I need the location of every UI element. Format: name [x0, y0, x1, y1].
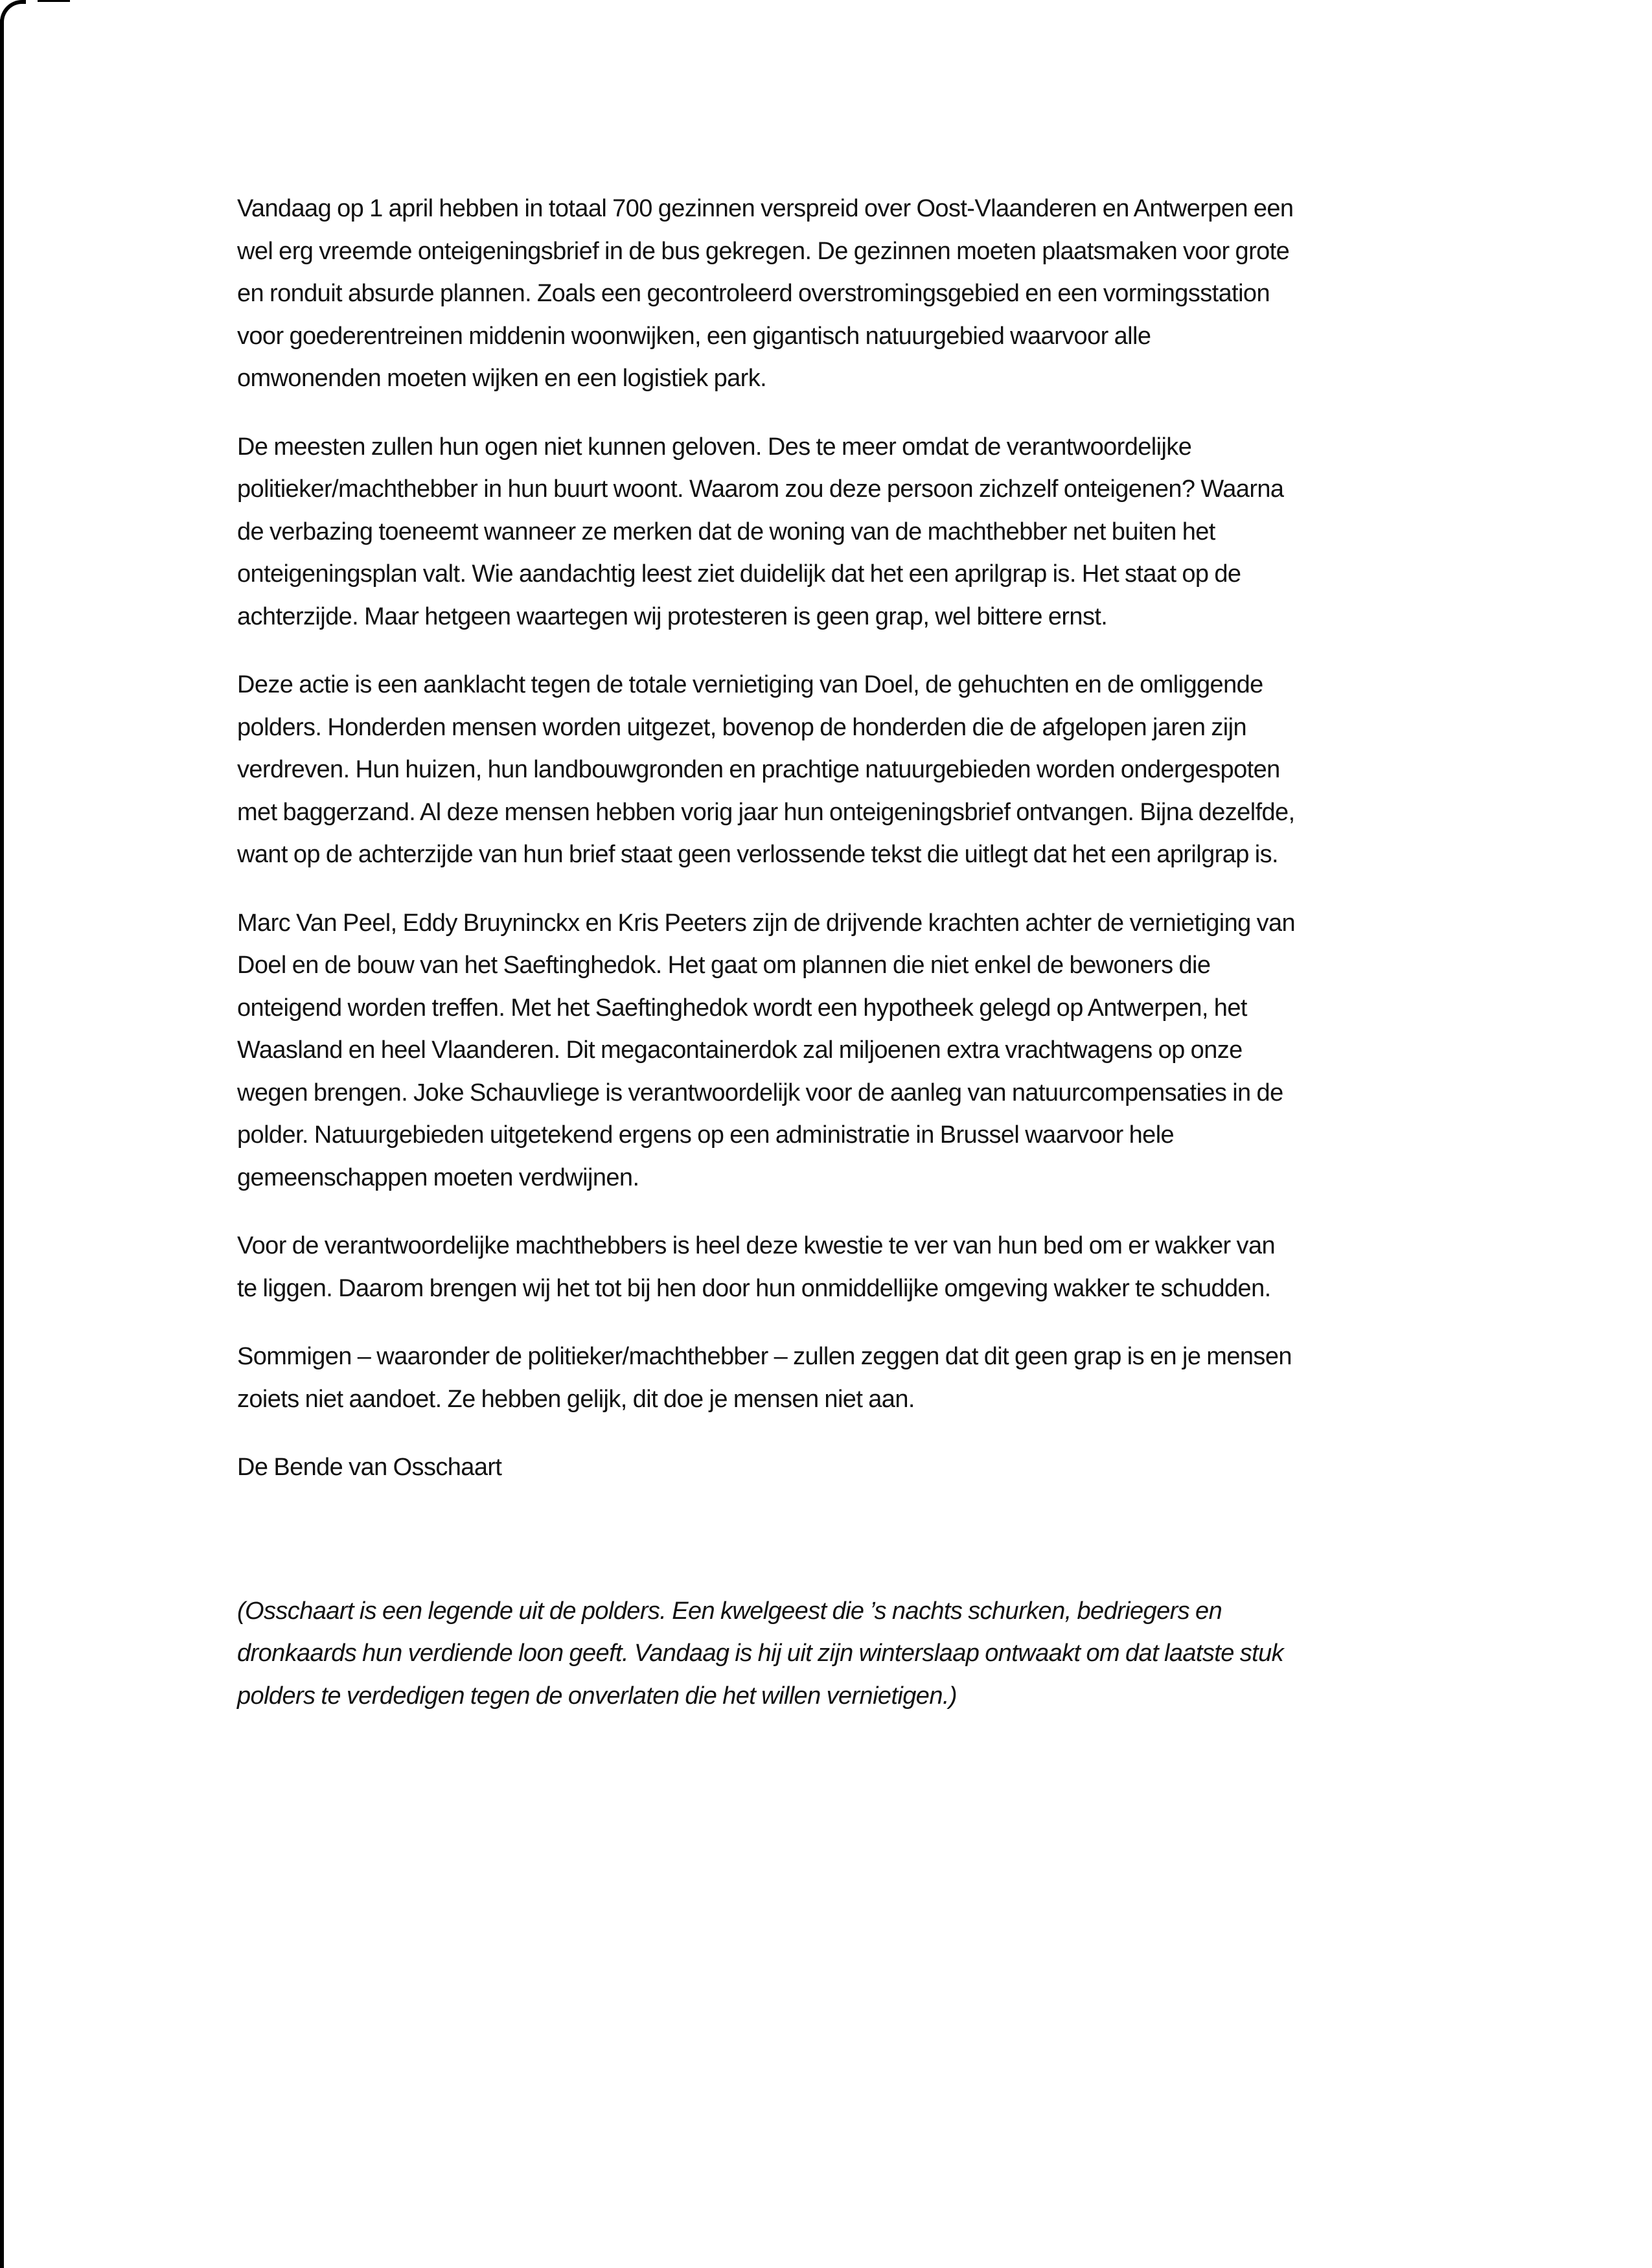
paragraph-intro: [237, 188, 1526, 400]
text-line: Voor de verantwoordelijke machthebbers is heel deze kwestie te ver van hun bed om er wakker van: [237, 1232, 1276, 1259]
text-line: voor goederentreinen middenin woonwijken, een gigantisch natuurgebied waarvoor alle: [237, 322, 1151, 350]
text-line: polder. Natuurgebieden uitgetekend ergens op een administratie in Brussel waarvoor hele: [237, 1121, 1175, 1149]
text-line: Waasland en heel Vlaanderen. Dit megacontainerdok zal miljoenen extra vrachtwagens op onze: [237, 1037, 1243, 1064]
text-line: omwonenden moeten wijken en een logistiek park.: [237, 365, 767, 392]
paragraph-disbelief: [237, 426, 1526, 639]
text-line: De meesten zullen hun ogen niet kunnen geloven. Des te meer omdat de verantwoordelijke: [237, 433, 1192, 461]
text-line: Vandaag op 1 april hebben in totaal 700 gezinnen verspreid over Oost-Vlaanderen en Antwerpen een: [237, 195, 1294, 222]
text-line: de verbazing toeneemt wanneer ze merken dat de woning van de machthebber net buiten het: [237, 518, 1215, 545]
text-line: wel erg vreemde onteigeningsbrief in de bus gekregen. De gezinnen moeten plaatsmaken voor grote: [237, 237, 1290, 265]
paragraph-responsible: [237, 902, 1526, 1200]
text-line: polders. Honderden mensen worden uitgezet, bovenop de honderden die de afgelopen jaren zijn: [237, 713, 1247, 741]
text-line: politieker/machthebber in hun buurt woont. Waarom zou deze persoon zichzelf onteigenen? Waarna: [237, 475, 1284, 503]
text-line: polders te verdedigen tegen de onverlaten die het willen vernietigen.): [237, 1682, 957, 1710]
text-line: en ronduit absurde plannen. Zoals een gecontroleerd overstromingsgebied en een vormingsstation: [237, 280, 1270, 307]
text-line: Doel en de bouw van het Saeftinghedok. Het gaat om plannen die niet enkel de bewoners die: [237, 952, 1211, 979]
footnote-legend: [237, 1590, 1526, 1718]
text-line: (Osschaart is een legende uit de polders. Een kwelgeest die ’s nachts schurken, bedriegers en: [237, 1597, 1222, 1625]
text-line: zoiets niet aandoet. Ze hebben gelijk, dit doe je mensen niet aan.: [237, 1385, 915, 1413]
paragraph-conclusion: [237, 1336, 1526, 1421]
text-line: want op de achterzijde van hun brief staat geen verlossende tekst die uitlegt dat het een aprilgrap is.: [237, 841, 1278, 868]
text-line: onteigend worden treffen. Met het Saeftinghedok wordt een hypotheek gelegd op Antwerpen, het: [237, 994, 1247, 1022]
text-line: dronkaards hun verdiende loon geeft. Vandaag is hij uit zijn winterslaap ontwaakt om dat laatste stuk: [237, 1640, 1284, 1667]
scan-border-top: [38, 0, 70, 2]
text-line: te liggen. Daarom brengen wij het tot bij hen door hun onmiddellijke omgeving wakker te schudden.: [237, 1274, 1271, 1302]
text-line: onteigeningsplan valt. Wie aandachtig leest ziet duidelijk dat het een aprilgrap is. Het staat op de: [237, 560, 1241, 588]
paragraph-wake-up: [237, 1225, 1526, 1310]
text-line: met baggerzand. Al deze mensen hebben vorig jaar hun onteigeningsbrief ontvangen. Bijna dezelfde,: [237, 798, 1295, 826]
scan-border-left: [0, 19, 4, 2268]
text-line: Sommigen – waaronder de politieker/machthebber – zullen zeggen dat dit geen grap is en je mensen: [237, 1343, 1292, 1370]
text-line: Deze actie is een aanklacht tegen de totale vernietiging van Doel, de gehuchten en de omliggende: [237, 671, 1263, 698]
text-line: gemeenschappen moeten verdwijnen.: [237, 1163, 639, 1191]
text-line: verdreven. Hun huizen, hun landbouwgronden en prachtige natuurgebieden worden ondergespoten: [237, 756, 1280, 783]
letter-body: [237, 188, 1526, 1717]
paragraph-action: [237, 664, 1526, 876]
signature: De Bende van Osschaart: [237, 1454, 502, 1481]
text-line: achterzijde. Maar hetgeen waartegen wij protesteren is geen grap, wel bittere ernst.: [237, 602, 1108, 630]
text-line: Marc Van Peel, Eddy Bruyninckx en Kris Peeters zijn de drijvende krachten achter de vernietiging van: [237, 909, 1296, 937]
text-line: wegen brengen. Joke Schauvliege is verantwoordelijk voor de aanleg van natuurcompensaties in de: [237, 1079, 1283, 1106]
scan-border-corner: [0, 0, 26, 26]
